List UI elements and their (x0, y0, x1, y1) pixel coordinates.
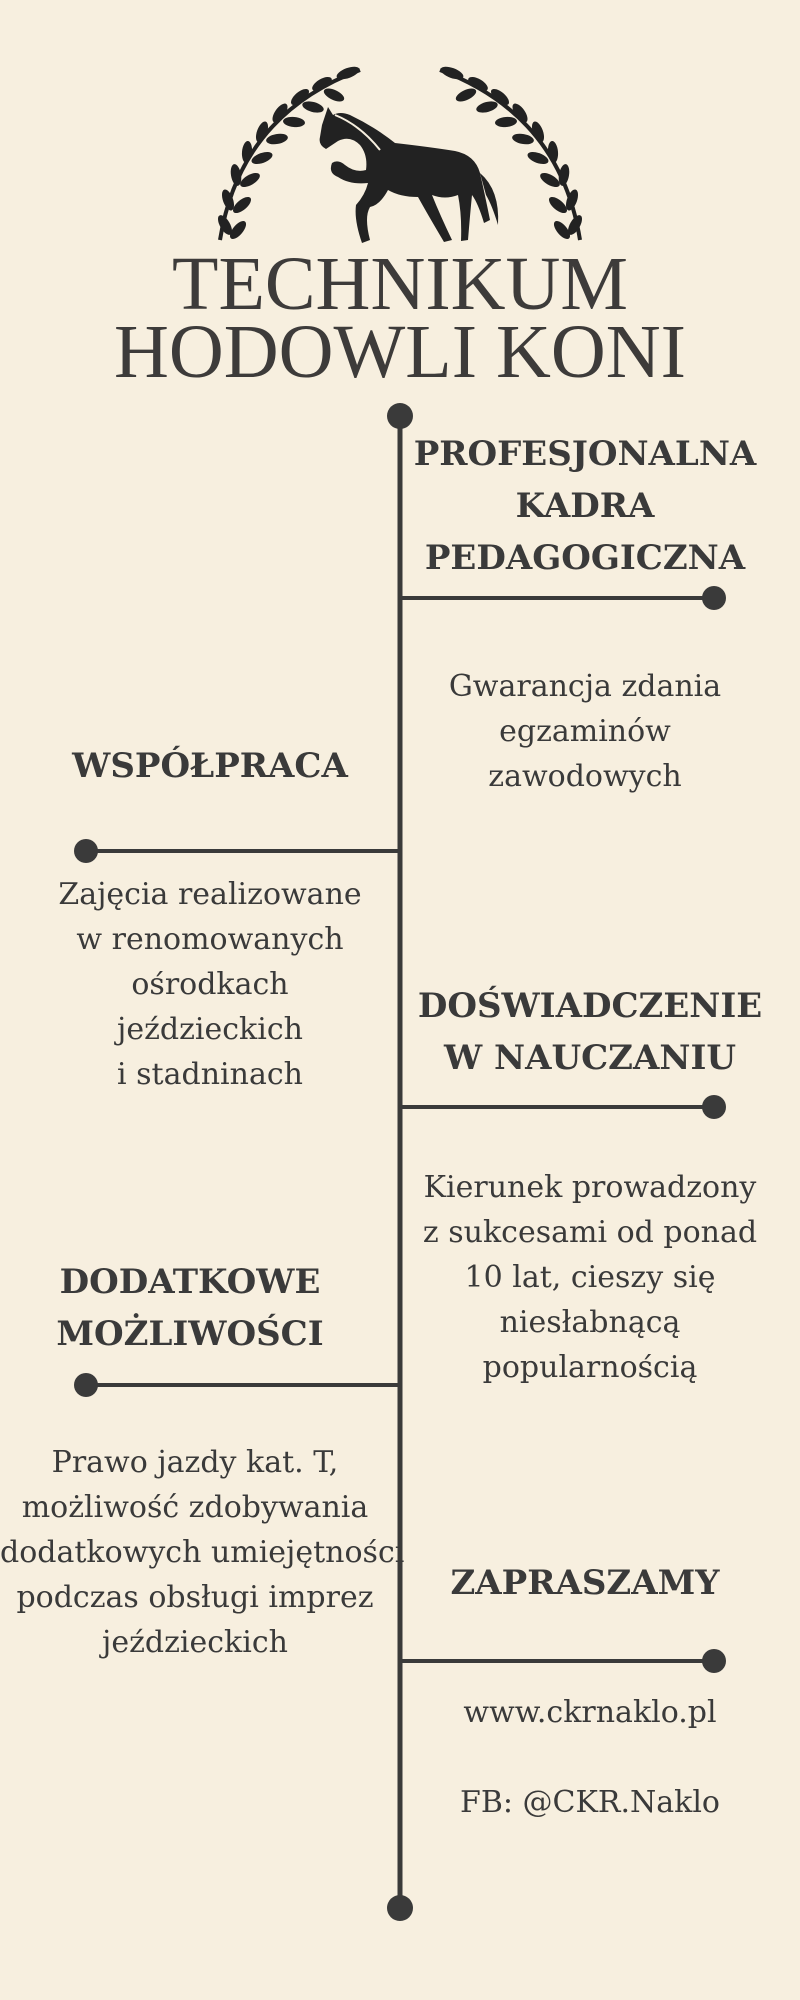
timeline-start-dot (387, 403, 413, 429)
doswiadczenie-body: Kierunek prowadzony z sukcesami od ponad 10 lat, cieszy się niesłabnącą popularnością (422, 1170, 758, 1385)
title-line-1: TECHNIKUM (172, 242, 628, 326)
kadra-body: Gwarancja zdania egzaminów zawodowych (448, 669, 722, 794)
mozliwosci-heading: DODATKOWE MOŻLIWOŚCI (56, 1262, 324, 1354)
timeline-end-dot (387, 1895, 413, 1921)
wspolpraca-body: Zajęcia realizowane w renomowanych ośrodkach jeździeckich i stadninach (58, 877, 362, 1092)
website-link[interactable]: www.ckrnaklo.pl (463, 1695, 717, 1730)
branch-mozliwosci-dot (74, 1373, 98, 1397)
branch-kadra-dot (702, 586, 726, 610)
horse-laurel-icon (200, 55, 600, 255)
wspolpraca-heading: WSPÓŁPRACA (72, 746, 348, 786)
page-title (0, 242, 800, 394)
facebook-link[interactable]: FB: @CKR.Naklo (460, 1785, 720, 1820)
laurel-left-icon (215, 64, 361, 241)
mozliwosci-body: Prawo jazdy kat. T, możliwość zdobywania dodatkowych umiejętności podczas obsługi imprez jeździeckich (0, 1445, 405, 1660)
branch-zapraszamy-dot (702, 1649, 726, 1673)
doswiadczenie-heading: DOŚWIADCZENIE W NAUCZANIU (417, 986, 763, 1078)
zapraszamy-body (410, 1690, 770, 1825)
spacer (410, 1735, 770, 1780)
zapraszamy-heading: ZAPRASZAMY (450, 1563, 720, 1603)
kadra-heading: PROFESJONALNA KADRA PEDAGOGICZNA (413, 434, 757, 578)
horse-icon (320, 107, 499, 243)
branch-wspolpraca-dot (74, 839, 98, 863)
title-line-2: HODOWLI KONI (114, 310, 686, 394)
branch-doswiadczenie-dot (702, 1095, 726, 1119)
